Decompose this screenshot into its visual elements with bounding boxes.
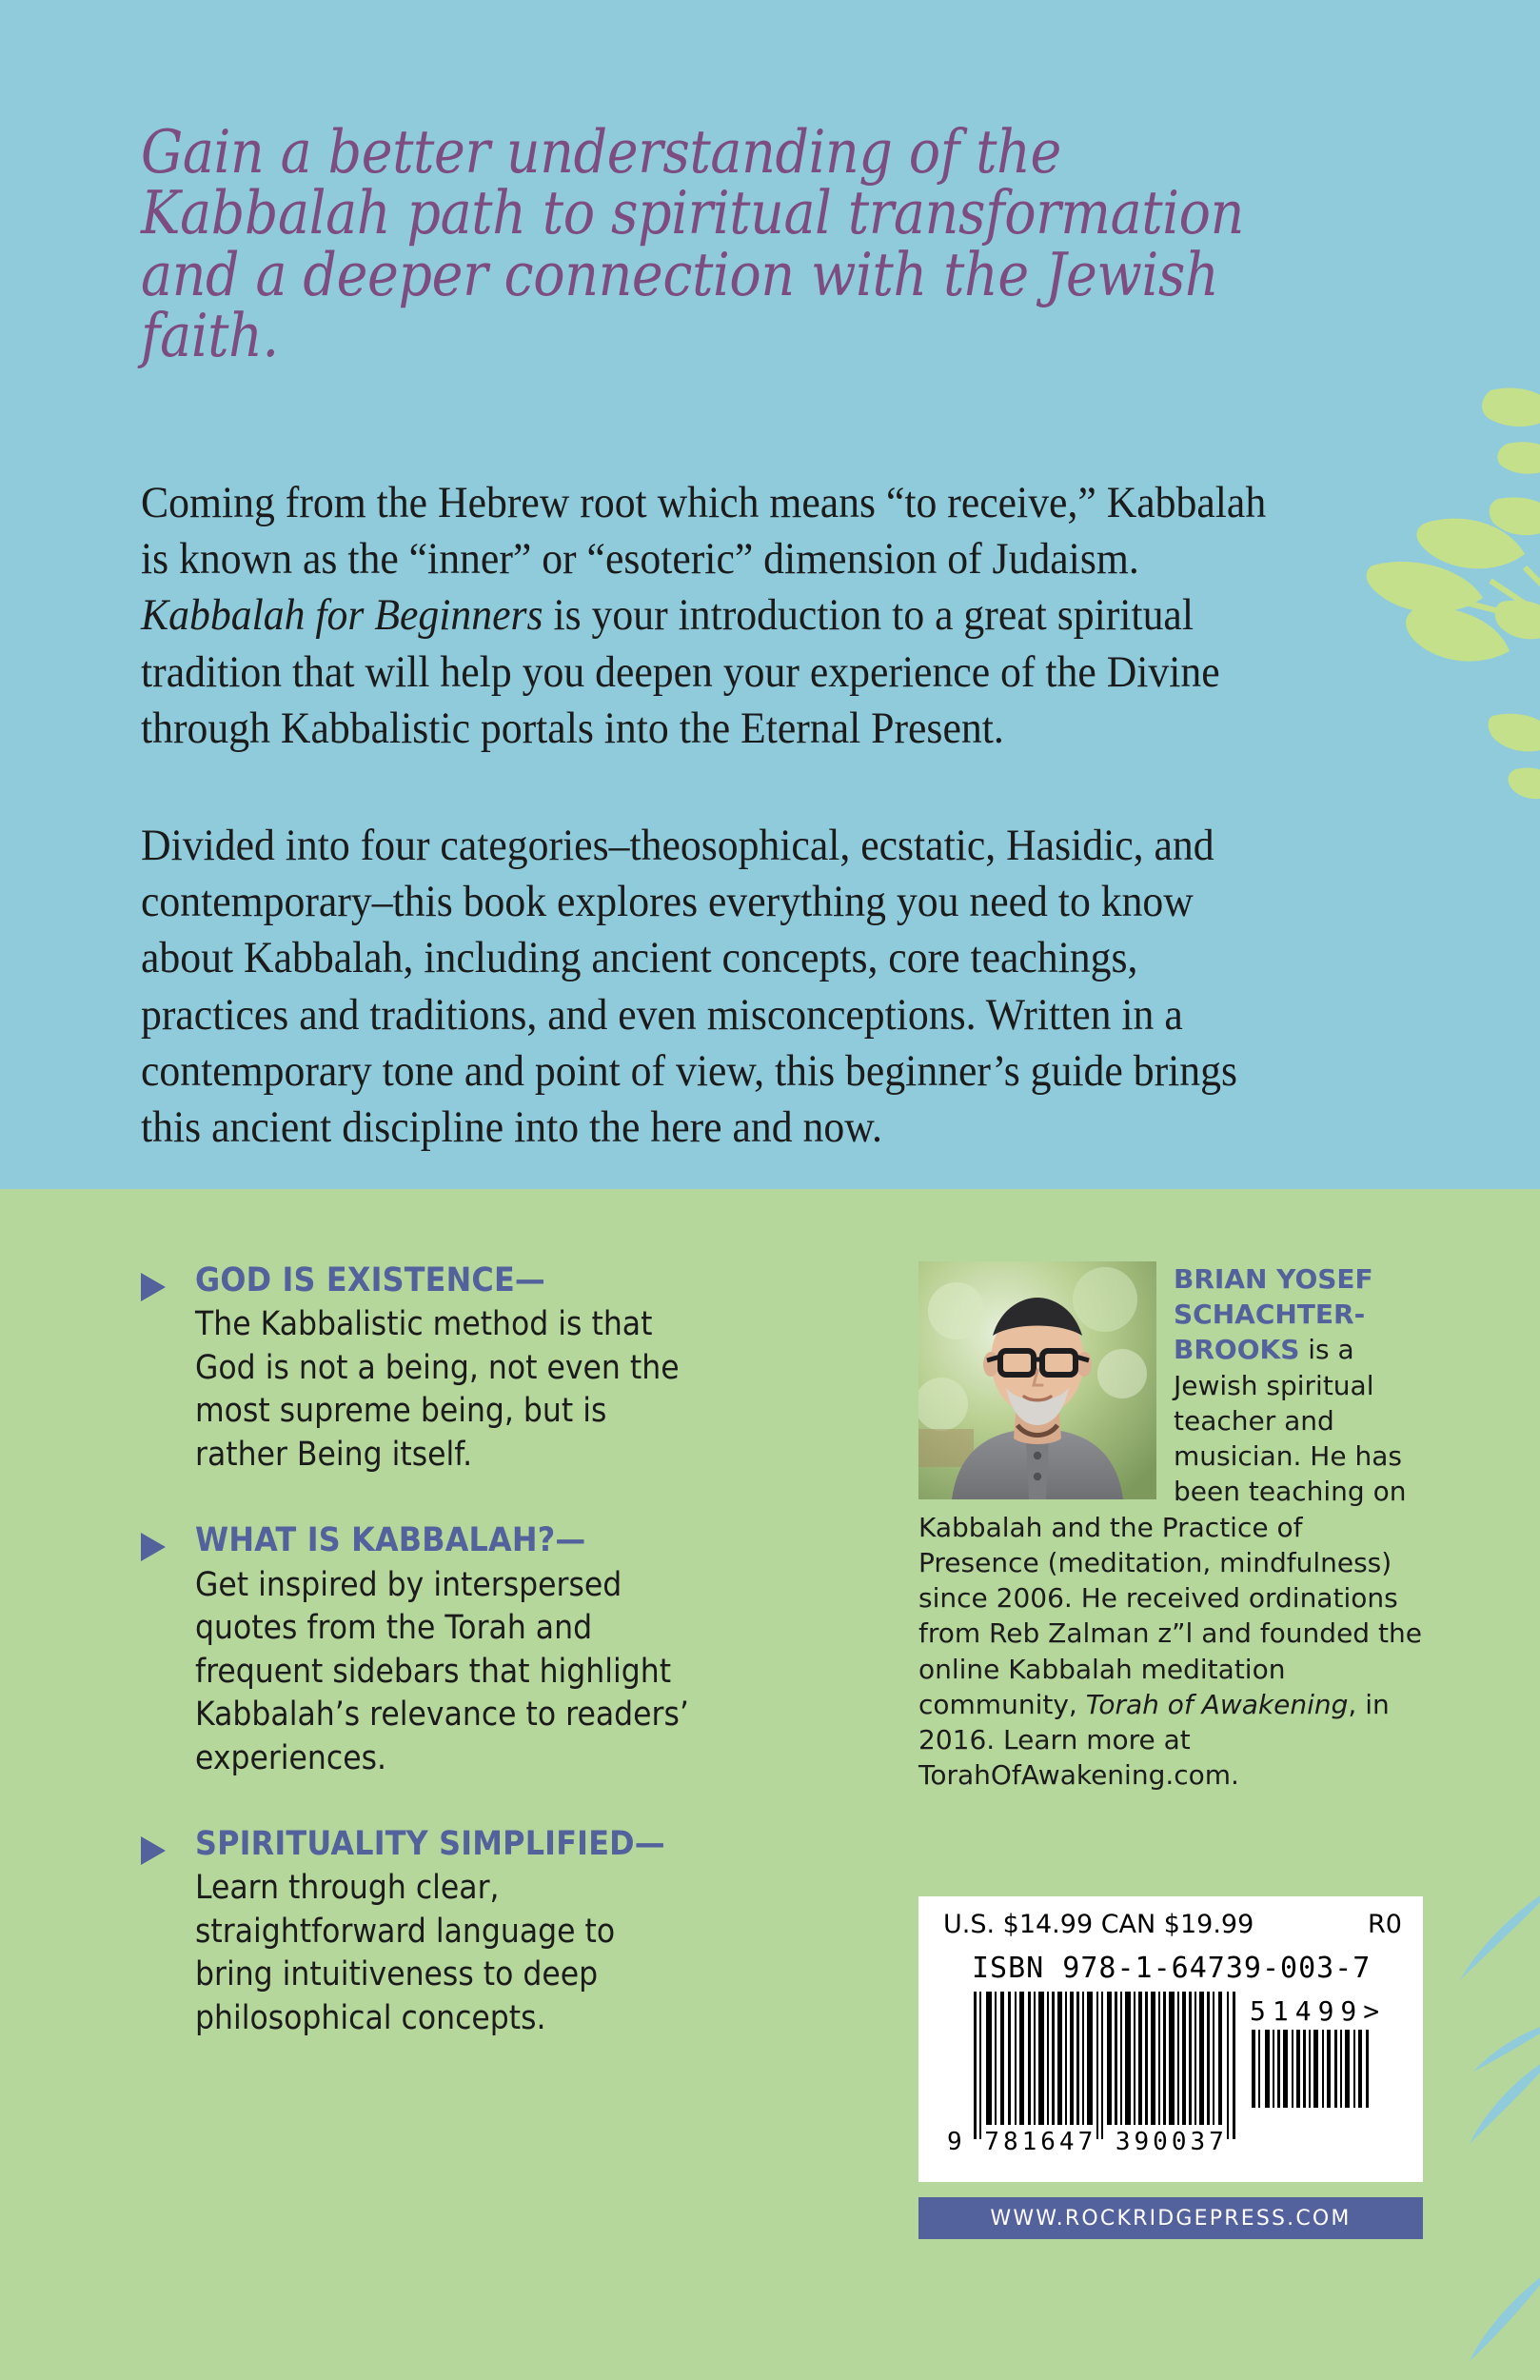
cover-headline: Gain a better understanding of the Kabbalah path to spiritual transformation and a deeper connection with the Jewish faith.	[141, 117, 1245, 370]
body-paragraph-1	[141, 475, 1292, 757]
barcode-card	[918, 1896, 1423, 2182]
feature-bullet-item	[141, 1521, 750, 1780]
paragraph-1-text-b: is your introduction to a great spiritual tradition that will help you deepen your experience of the Divine through Kabbalistic portals into the Eternal Present.	[141, 590, 1220, 753]
price-text: U.S. $14.99 CAN $19.99	[943, 1910, 1254, 1939]
author-bio-text-b: , in 2016. Learn more at TorahOfAwakening.com.	[918, 1688, 1390, 1792]
publisher-website-text: WWW.ROCKRIDGEPRESS.COM	[990, 2206, 1352, 2231]
bullet-heading: GOD IS EXISTENCE—	[195, 1261, 545, 1299]
book-title-italic: Kabbalah for Beginners	[141, 590, 543, 641]
publisher-website-bar[interactable]	[918, 2197, 1423, 2239]
addon-caret: >	[1363, 1995, 1387, 2027]
author-name: BRIAN YOSEF SCHACHTER-BROOKS	[1174, 1263, 1373, 1366]
addon-digits	[1250, 1995, 1386, 2027]
community-name-italic: Torah of Awakening	[1085, 1688, 1349, 1720]
ean-digits: 9 781647 390037	[947, 2128, 1228, 2156]
addon-digits-value: 51499	[1250, 1995, 1364, 2027]
paragraph-1-text-a: Coming from the Hebrew root which means “to receive,” Kabbalah is known as the “inner” or “esoteric” dimension of Judaism.	[141, 478, 1267, 585]
triangle-right-icon	[141, 1836, 166, 1865]
bullet-heading: SPIRITUALITY SIMPLIFIED—	[195, 1825, 665, 1864]
author-block	[918, 1261, 1423, 1794]
bullet-heading: WHAT IS KABBALAH?—	[195, 1521, 586, 1560]
revision-code: R0	[1368, 1910, 1402, 1939]
ean13-barcode-icon	[972, 1992, 1238, 2139]
feature-bullet-list	[141, 1261, 750, 2085]
triangle-right-icon	[141, 1273, 166, 1301]
bullet-body-text: Get inspired by interspersed quotes from the Torah and frequent sidebars that highlight Kabbalah’s relevance to readers’ experiences.	[195, 1565, 689, 1777]
feature-bullet-item	[141, 1825, 750, 2040]
author-portrait	[918, 1261, 1156, 1499]
price-row	[943, 1910, 1402, 1939]
triangle-right-icon	[141, 1533, 166, 1561]
isbn-text: ISBN 978-1-64739-003-7	[972, 1952, 1372, 1985]
bullet-body-text: Learn through clear, straightforward language to bring intuitiveness to deep philosophical concepts.	[195, 1869, 616, 2037]
ean5-addon-barcode-icon	[1250, 2030, 1373, 2108]
feature-bullet-item	[141, 1261, 750, 1477]
body-paragraph-2: Divided into four categories–theosophical, ecstatic, Hasidic, and contemporary–this book explores everything you need to know about Kabbalah, including ancient concepts, core teachings, practices and traditions, and even misconceptions. Written in a contemporary tone and point of view, this beginner’s guide brings this ancient discipline into the here and now.	[141, 821, 1238, 1153]
author-bio-text-a: is a Jewish spiritual teacher and musician. He has been teaching on Kabbalah and the Practice of Presence (meditation, mindfulness) since 2006. He received ordinations from Reb Zalman z”l and founded the online Kabbalah meditation community,	[918, 1334, 1422, 1720]
bullet-body-text: The Kabbalistic method is that God is not a being, not even the most supreme being, but is rather Being itself.	[195, 1305, 680, 1474]
